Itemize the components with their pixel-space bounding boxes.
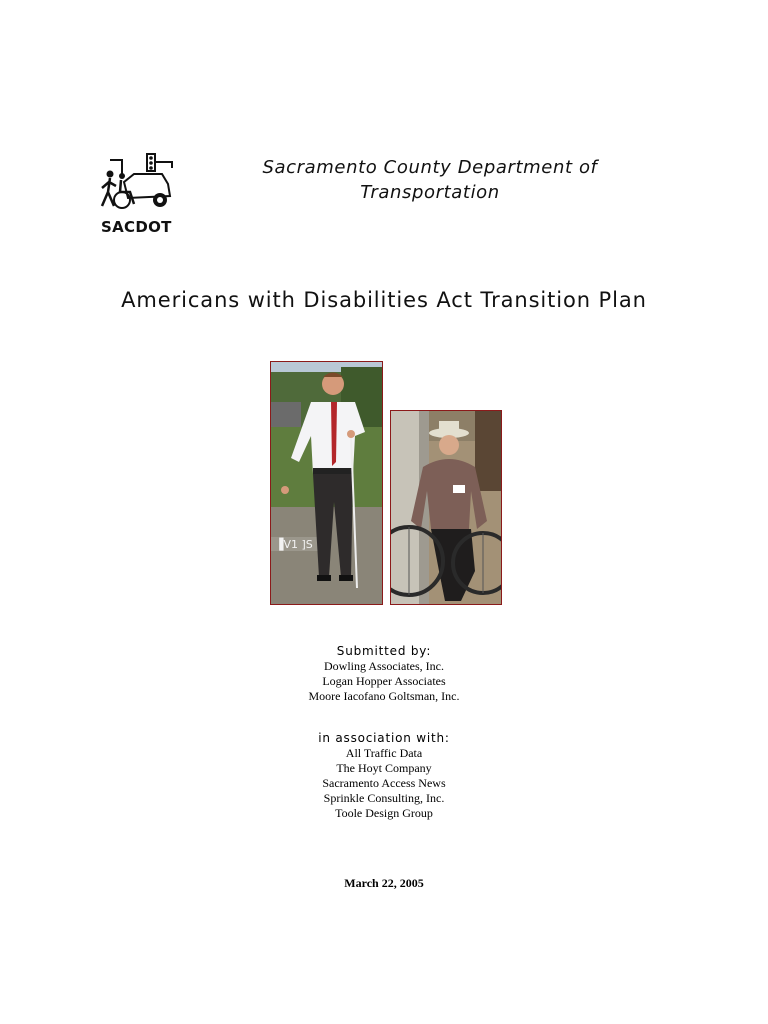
submitted-by-label: Submitted by: [336, 644, 432, 658]
department-heading [220, 155, 640, 205]
department-line-1: Sacramento County Department of [262, 157, 598, 178]
association-label: in association with: [318, 731, 450, 745]
submitter: Moore Iacofano Goltsman, Inc. [308, 689, 460, 703]
photo-man-with-cane [270, 361, 383, 605]
svg-text:▐V1 ]S: ▐V1 ]S [275, 538, 313, 551]
document-title: Americans with Disabilities Act Transition Plan [121, 288, 647, 312]
associate: Sacramento Access News [322, 776, 446, 790]
submitter: Logan Hopper Associates [322, 674, 446, 688]
submitted-by-section [0, 644, 768, 704]
submitter: Dowling Associates, Inc. [324, 659, 444, 673]
sacdot-logo [98, 150, 178, 240]
photo-man-in-wheelchair [390, 410, 502, 605]
associate: Sprinkle Consulting, Inc. [323, 791, 445, 805]
department-line-2: Transportation [360, 182, 500, 203]
associate: All Traffic Data [345, 746, 423, 760]
sacdot-logo-icon [98, 150, 178, 220]
associate: Toole Design Group [335, 806, 433, 820]
association-section [0, 731, 768, 821]
document-date: March 22, 2005 [344, 876, 424, 890]
associate: The Hoyt Company [336, 761, 432, 775]
logo-text: SACDOT [101, 218, 172, 236]
